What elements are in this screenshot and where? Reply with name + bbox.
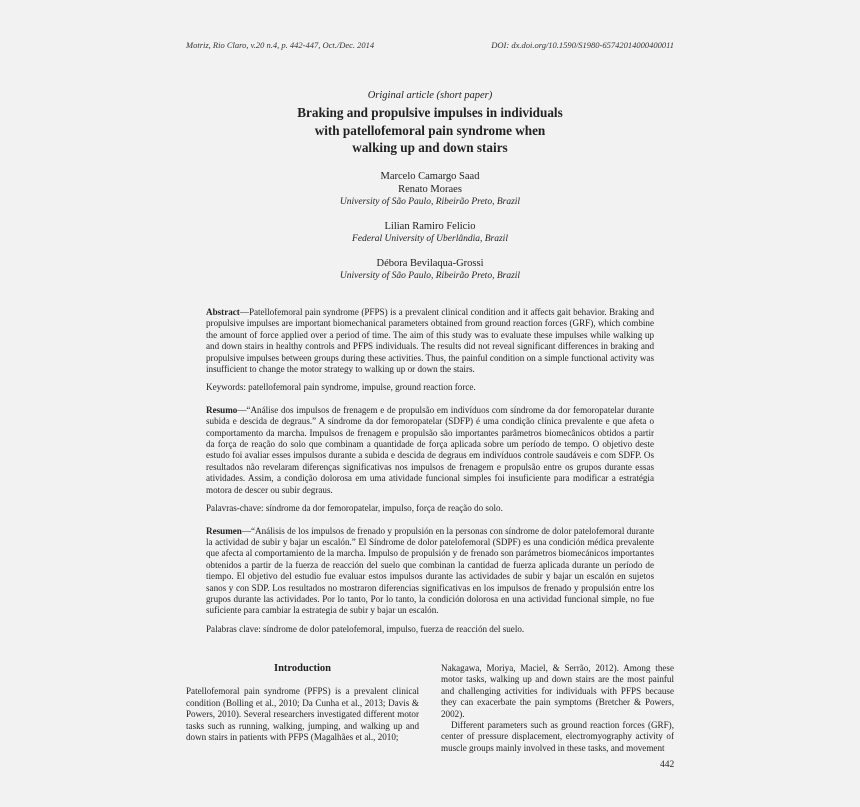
author-list [0, 170, 860, 294]
title-line: with patellofemoral pain syndrome when [314, 122, 546, 138]
author-group [0, 220, 860, 246]
author-name: Débora Bevilaqua-Grossi [376, 258, 484, 269]
paragraph: Nakagawa, Moriya, Maciel, & Serrão, 2012). Among these motor tasks, walking up and down stairs are the most painful and challenging activities for individuals with PFPS because they can exacerbate the pain symptoms (Bretcher & Powers, 2002). [441, 663, 674, 719]
running-head [186, 40, 674, 50]
journal-citation: Motriz, Rio Claro, v.20 n.4, p. 442-447, Oct./Dec. 2014 [186, 40, 375, 50]
resumo-text: —“Análise dos impulsos de frenagem e de propulsão em indivíduos com síndrome da dor femoropatelar durante subida e descida de degraus.” A síndrome da dor femoropatelar (SDFP) é uma condição clínica prevalente e que afeta o comportamento da marcha. Impulsos de frenagem e propulsão são importantes parâmetros biomecânicos obtidos a partir da força de reação do solo que combinam a quantidade de força aplicada sobre um período de tempo. O objetivo deste estudo foi avaliar esses impulsos durante a subida e descida de degraus em indivíduos controle saudáveis e com SDFP. Os resultados não revelaram diferenças significativas nos impulsos de frenagem e propulsão entre os grupos durante essas atividades. Assim, a condição dolorosa em uma atividade funcional simples foi insuficiente para modificar a estratégia motora de descer ou subir degraus. [206, 404, 654, 495]
title-line: walking up and down stairs [352, 140, 508, 155]
paragraph: Patellofemoral pain syndrome (PFPS) is a prevalent clinical condition (Bolling et al., 2010; Da Cunha et al., 2013; Davis & Powers, 2010). Several researchers investigated different motor tasks such as running, walking, jumping, and walking up and down stairs in patients with PFPS (Magalhães et al., 2010; [186, 686, 419, 743]
keywords-spanish: Palabras clave: síndrome de dolor patelofemoral, impulso, fuerza de reacción del suelo. [206, 623, 525, 634]
author-group [0, 257, 860, 283]
resumen-label: Resumen [206, 525, 242, 536]
abstract-text: —Patellofemoral pain syndrome (PFPS) is a prevalent clinical condition and it affects gait behavior. Braking and propulsive impulses are important biomechanical parameters obtained from ground reaction forces (GRF), which combine the amount of force applied over a period of time. The aim of this study was to evaluate these impulses while walking up and down stairs in healthy controls and PFPS individuals. The results did not reveal significant differences in braking and propulsive impulses between groups during these activities. Thus, the painful condition on a simple functional activity was insufficient to change the motor strategy to walking up or down the stairs. [206, 307, 654, 375]
resumen-text: —“Análisis de los impulsos de frenado y propulsión en la personas con síndrome de dolor patelofemoral durante la actividad de subir y bajar un escalón.” El Síndrome de dolor patelofemoral (SDPF) es una condición médica prevalente que afecta al comportamiento de la marcha. Impulso de propulsión y de frenado son parámetros biomecánicos importantes obtenidos a partir de la fuerza de reacción del suelo que combinan la cantidad de fuerza aplicada durante un período de tiempo. El objetivo del estudio fue evaluar estos impulsos durante las actividades de subir y bajar un escalón en sujetos sanos y con SDP. Los resultados no mostraron diferencias significativas en los impulsos de frenado y propulsión entre los grupos durante las actividades. Por lo tanto, Por lo tanto, la condición dolorosa en una actividad funcional simple, no fue suficiente para cambiar la estrategia de subir y bajar un escalón. [206, 525, 654, 616]
section-heading-introduction: Introduction [274, 663, 331, 674]
title-line: Braking and propulsive impulses in individuals [297, 105, 563, 120]
article-type: Original article (short paper) [367, 90, 493, 101]
paragraph: Different parameters such as ground reaction forces (GRF), center of pressure displacement, electromyography activity of muscle groups mainly involved in these tasks, and movement [441, 720, 674, 753]
author-affiliation: University of São Paulo, Ribeirão Preto, Brazil [339, 197, 521, 207]
paper-title [230, 104, 630, 157]
author-affiliation: University of São Paulo, Ribeirão Preto, Brazil [339, 271, 521, 281]
body-column-right [441, 663, 674, 754]
keywords-portuguese: Palavras-chave: síndrome da dor femoropatelar, impulso, força de reação do solo. [206, 503, 503, 514]
author-name: Renato Moraes [398, 184, 462, 195]
abstract-label: Abstract [206, 307, 240, 317]
abstract-spanish [206, 526, 654, 617]
resumo-label: Resumo [206, 404, 238, 415]
abstract-english [206, 307, 654, 375]
keywords-english: Keywords: patellofemoral pain syndrome, impulse, ground reaction force. [206, 382, 476, 393]
page-number: 442 [660, 760, 675, 770]
author-name: Marcelo Camargo Saad [380, 171, 480, 182]
abstract-block [206, 307, 654, 646]
doi: DOI: dx.doi.org/10.1590/S1980-65742014000400011 [491, 40, 674, 50]
author-group [0, 170, 860, 209]
author-affiliation: Federal University of Uberlândia, Brazil [352, 234, 508, 244]
author-name: Lilian Ramiro Felicio [384, 221, 476, 232]
body-column-left [186, 663, 419, 743]
abstract-portuguese [206, 405, 654, 496]
